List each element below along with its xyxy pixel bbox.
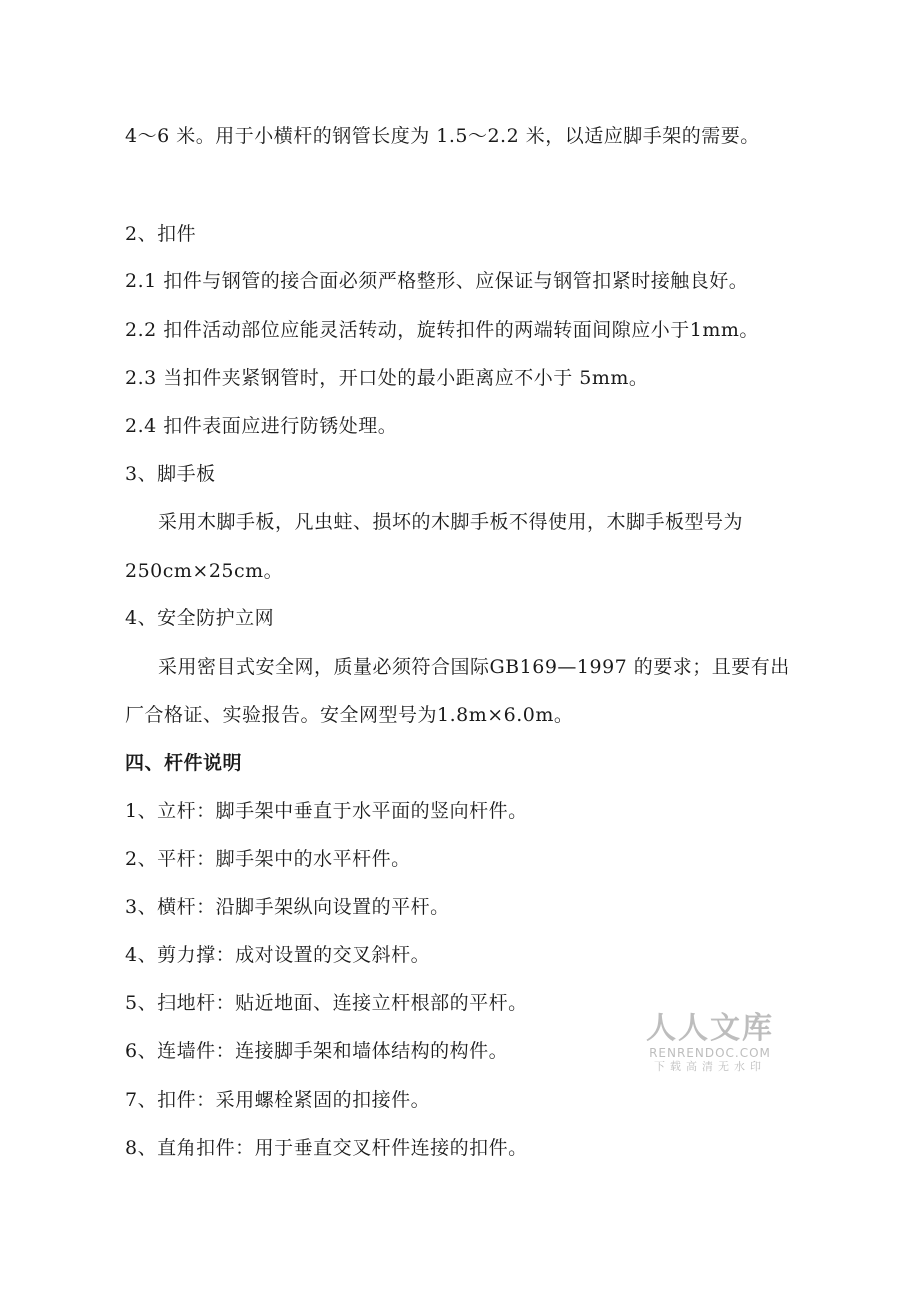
watermark-url: RENRENDOC.COM: [649, 1046, 771, 1060]
definition-brace: 4、剪力撑：成对设置的交叉斜杆。: [125, 944, 431, 966]
definition-sweep-bar: 5、扫地杆：贴近地面、连接立杆根部的平杆。: [125, 992, 528, 1014]
watermark-tagline: 下载高清无水印: [654, 1060, 766, 1073]
definition-horizontal: 2、平杆：脚手架中的水平杆件。: [125, 848, 411, 870]
definition-right-angle-fastener: 8、直角扣件：用于垂直交叉杆件连接的扣件。: [125, 1137, 528, 1159]
heading-safety-net: 4、安全防护立网: [125, 607, 275, 629]
item-2-4: 2.4 扣件表面应进行防锈处理。: [125, 415, 398, 437]
paragraph-safety-net-cont: 厂合格证、实验报告。安全网型号为1.8m×6.0m。: [125, 704, 574, 726]
section-heading-member-description: 四、杆件说明: [125, 752, 243, 774]
definition-fastener: 7、扣件：采用螺栓紧固的扣接件。: [125, 1089, 431, 1111]
item-2-1: 2.1 扣件与钢管的接合面必须严格整形、应保证与钢管扣紧时接触良好。: [125, 270, 749, 292]
paragraph-line-pipe-length: 4～6 米。用于小横杆的钢管长度为 1.5～2.2 米，以适应脚手架的需要。: [125, 125, 760, 147]
definition-upright: 1、立杆：脚手架中垂直于水平面的竖向杆件。: [125, 800, 528, 822]
definition-wall-tie: 6、连墙件：连接脚手架和墙体结构的构件。: [125, 1040, 509, 1062]
paragraph-scaffold-board: 采用木脚手板，凡虫蛀、损坏的木脚手板不得使用，木脚手板型号为: [158, 511, 744, 533]
item-2-3: 2.3 当扣件夹紧钢管时，开口处的最小距离应不小于 5mm。: [125, 367, 649, 389]
watermark: [640, 1012, 780, 1074]
paragraph-scaffold-board-cont: 250cm×25cm。: [125, 560, 284, 582]
heading-scaffold-board: 3、脚手板: [125, 463, 216, 485]
item-2-2: 2.2 扣件活动部位应能灵活转动，旋转扣件的两端转面间隙应小于1mm。: [125, 319, 759, 341]
paragraph-safety-net: 采用密目式安全网，质量必须符合国际GB169—1997 的要求；且要有出: [158, 656, 790, 678]
watermark-title: 人人文库: [646, 1011, 774, 1046]
definition-crossbar: 3、横杆：沿脚手架纵向设置的平杆。: [125, 896, 450, 918]
heading-fasteners: 2、扣件: [125, 223, 197, 245]
